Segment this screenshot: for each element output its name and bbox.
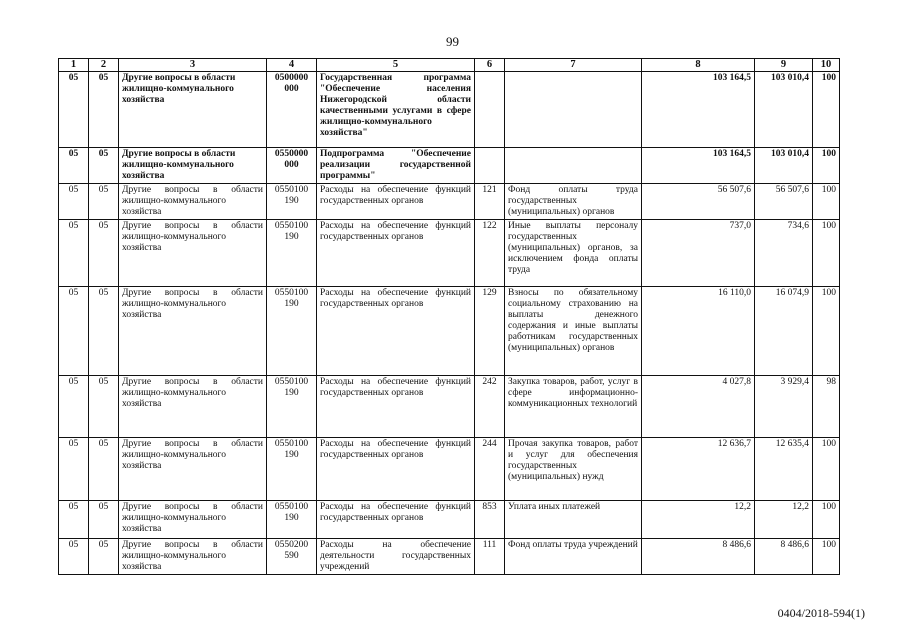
cell-percent: 100 (813, 539, 840, 575)
cell-target-code: 0550100 190 (267, 438, 317, 501)
table-row (59, 501, 840, 539)
column-header: 3 (119, 59, 267, 72)
cell-expense-name: Фонд оплаты труда государственных (муниципальных) органов (505, 184, 642, 220)
cell-expense-name: Прочая закупка товаров, работ и услуг для обеспечения государственных (муниципальных) нужд (505, 438, 642, 501)
cell-actual: 56 507,6 (755, 184, 813, 220)
cell-target-name: Расходы на обеспечение функций государственных органов (317, 184, 475, 220)
cell-subsection: 05 (89, 287, 119, 376)
cell-actual: 103 010,4 (755, 148, 813, 184)
cell-actual: 16 074,9 (755, 287, 813, 376)
table-row (59, 438, 840, 501)
cell-subsection: 05 (89, 72, 119, 148)
cell-percent: 100 (813, 287, 840, 376)
cell-percent: 100 (813, 184, 840, 220)
column-header: 2 (89, 59, 119, 72)
cell-expense-name: Взносы по обязательному социальному страхованию на выплаты денежного содержания и иные выплаты работникам государственных (муниципальных) органов (505, 287, 642, 376)
cell-section: 05 (59, 148, 89, 184)
cell-percent: 100 (813, 501, 840, 539)
cell-name: Другие вопросы в области жилищно-коммунального хозяйства (119, 72, 267, 148)
cell-expense-type (475, 148, 505, 184)
cell-section: 05 (59, 72, 89, 148)
cell-name: Другие вопросы в области жилищно-коммунального хозяйства (119, 501, 267, 539)
cell-target-code: 0550100 190 (267, 220, 317, 287)
header-row (59, 59, 840, 72)
cell-expense-type: 853 (475, 501, 505, 539)
cell-plan: 8 486,6 (642, 539, 755, 575)
cell-target-code: 0550100 190 (267, 184, 317, 220)
cell-subsection: 05 (89, 438, 119, 501)
cell-target-code: 0550100 190 (267, 287, 317, 376)
cell-section: 05 (59, 376, 89, 438)
cell-name: Другие вопросы в области жилищно-коммунального хозяйства (119, 539, 267, 575)
cell-plan: 16 110,0 (642, 287, 755, 376)
cell-name: Другие вопросы в области жилищно-коммунального хозяйства (119, 148, 267, 184)
cell-expense-name (505, 148, 642, 184)
cell-percent: 100 (813, 438, 840, 501)
cell-target-code: 0500000 000 (267, 72, 317, 148)
cell-section: 05 (59, 501, 89, 539)
cell-percent: 100 (813, 72, 840, 148)
cell-name: Другие вопросы в области жилищно-коммунального хозяйства (119, 184, 267, 220)
cell-actual: 12,2 (755, 501, 813, 539)
cell-actual: 8 486,6 (755, 539, 813, 575)
cell-expense-type: 242 (475, 376, 505, 438)
column-header: 8 (642, 59, 755, 72)
cell-plan: 12 636,7 (642, 438, 755, 501)
budget-table (58, 58, 840, 575)
cell-section: 05 (59, 220, 89, 287)
cell-plan: 56 507,6 (642, 184, 755, 220)
cell-plan: 737,0 (642, 220, 755, 287)
cell-expense-type: 129 (475, 287, 505, 376)
cell-target-name: Расходы на обеспечение функций государственных органов (317, 501, 475, 539)
cell-plan: 103 164,5 (642, 148, 755, 184)
cell-percent: 100 (813, 220, 840, 287)
cell-target-name: Расходы на обеспечение функций государственных органов (317, 287, 475, 376)
cell-target-code: 0550100 190 (267, 376, 317, 438)
cell-subsection: 05 (89, 501, 119, 539)
cell-expense-name (505, 72, 642, 148)
table-row (59, 287, 840, 376)
cell-section: 05 (59, 539, 89, 575)
cell-target-name: Расходы на обеспечение функций государственных органов (317, 438, 475, 501)
cell-percent: 98 (813, 376, 840, 438)
cell-section: 05 (59, 438, 89, 501)
cell-name: Другие вопросы в области жилищно-коммунального хозяйства (119, 287, 267, 376)
cell-target-name: Расходы на обеспечение функций государственных органов (317, 376, 475, 438)
page-number: 99 (446, 34, 459, 49)
cell-plan: 12,2 (642, 501, 755, 539)
cell-actual: 734,6 (755, 220, 813, 287)
cell-target-name: Расходы на обеспечение деятельности государственных учреждений (317, 539, 475, 575)
cell-expense-type: 111 (475, 539, 505, 575)
cell-target-name: Расходы на обеспечение функций государственных органов (317, 220, 475, 287)
cell-expense-name: Фонд оплаты труда учреждений (505, 539, 642, 575)
cell-plan: 103 164,5 (642, 72, 755, 148)
cell-name: Другие вопросы в области жилищно-коммунального хозяйства (119, 220, 267, 287)
cell-subsection: 05 (89, 148, 119, 184)
cell-percent: 100 (813, 148, 840, 184)
table-row (59, 539, 840, 575)
cell-subsection: 05 (89, 184, 119, 220)
cell-expense-name: Закупка товаров, работ, услуг в сфере информационно-коммуникационных технологий (505, 376, 642, 438)
cell-section: 05 (59, 184, 89, 220)
cell-expense-type: 244 (475, 438, 505, 501)
table-row (59, 220, 840, 287)
cell-actual: 103 010,4 (755, 72, 813, 148)
cell-subsection: 05 (89, 376, 119, 438)
cell-expense-name: Иные выплаты персоналу государственных (муниципальных) органов, за исключением фонда оплаты труда (505, 220, 642, 287)
column-header: 6 (475, 59, 505, 72)
cell-name: Другие вопросы в области жилищно-коммунального хозяйства (119, 438, 267, 501)
column-header: 4 (267, 59, 317, 72)
cell-target-code: 0550200 590 (267, 539, 317, 575)
cell-target-name: Государственная программа "Обеспечение населения Нижегородской области качественными услугами в сфере жилищно-коммунального хозяйства" (317, 72, 475, 148)
cell-actual: 12 635,4 (755, 438, 813, 501)
document-code: 0404/2018-594(1) (777, 606, 865, 620)
table-row (59, 376, 840, 438)
cell-target-name: Подпрограмма "Обеспечение реализации государственной программы" (317, 148, 475, 184)
cell-expense-type: 122 (475, 220, 505, 287)
cell-expense-type (475, 72, 505, 148)
cell-expense-type: 121 (475, 184, 505, 220)
column-header: 9 (755, 59, 813, 72)
cell-expense-name: Уплата иных платежей (505, 501, 642, 539)
cell-section: 05 (59, 287, 89, 376)
cell-target-code: 0550100 190 (267, 501, 317, 539)
table-row (59, 184, 840, 220)
cell-target-code: 0550000 000 (267, 148, 317, 184)
cell-subsection: 05 (89, 220, 119, 287)
table-row (59, 72, 840, 148)
column-header: 5 (317, 59, 475, 72)
column-header: 7 (505, 59, 642, 72)
column-header: 10 (813, 59, 840, 72)
column-header: 1 (59, 59, 89, 72)
cell-name: Другие вопросы в области жилищно-коммунального хозяйства (119, 376, 267, 438)
cell-plan: 4 027,8 (642, 376, 755, 438)
table-row (59, 148, 840, 184)
cell-subsection: 05 (89, 539, 119, 575)
cell-actual: 3 929,4 (755, 376, 813, 438)
